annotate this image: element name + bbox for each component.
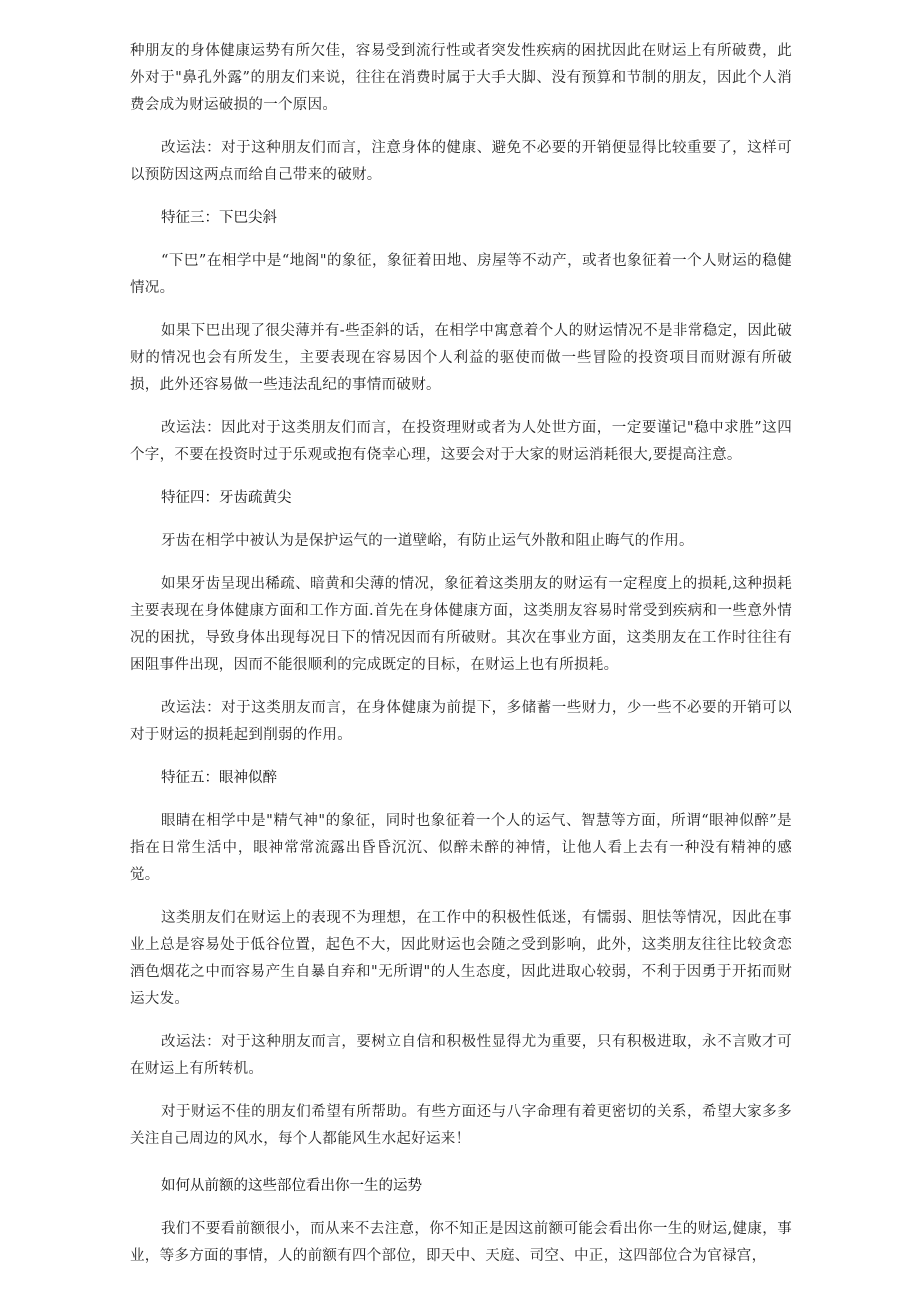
paragraph: 对于财运不佳的朋友们希望有所帮助。有些方面还与八字命理有着更密切的关系，希望大家多多关注自己周边的风水，每个人都能风生水起好运来！ [130,1104,792,1147]
paragraph: 种朋友的身体健康运势有所欠佳，容易受到流行性或者突发性疾病的困扰因此在财运上有所破费，此外对于"鼻孔外露”的朋友们来说，往往在消费时属于大手大脚、没有预算和节制的朋友，因此个人消费会成为财运破损的一个原因。 [130,43,792,113]
section-heading: 特征三：下巴尖斜 [161,210,277,226]
paragraph: 这类朋友们在财运上的表现不为理想，在工作中的积极性低迷，有懦弱、胆怯等情况，因此在事业上总是容易处于低谷位置，起色不大，因此财运也会随之受到影响，此外，这类朋友往往比较贪恋酒色烟花之中而容易产生自暴自弃和"无所谓"的人生态度，因此进取心较弱，不利于因勇于开拓而财运大发。 [130,910,792,1007]
paragraph: 眼睛在相学中是"精气神"的象征，同时也象征着一个人的运气、智慧等方面，所谓“眼神似醉”是指在日常生活中，眼神常常流露出昏昏沉沉、似醉未醉的神情，让他人看上去有一种没有精神的感觉。 [130,813,792,883]
paragraph: 改运法：对于这种朋友而言，要树立自信和积极性显得尤为重要，只有积极进取，永不言败才可在财运上有所转机。 [130,1034,792,1077]
paragraph: 改运法：对于这种朋友们而言，注意身体的健康、避免不必要的开销便显得比较重要了，这样可以预防因这两点而给自己带来的破财。 [130,140,792,183]
paragraph: 如果下巴出现了很尖薄并有-些歪斜的话，在相学中寓意着个人的财运情况不是非常稳定，因此破财的情况也会有所发生，主要表现在容易因个人利益的驱使而做一些冒险的投资项目而财源有所破损，此外还容易做一些违法乱纪的事情而破财。 [130,323,792,393]
paragraph: 牙齿在相学中被认为是保护运气的一道壁峪，有防止运气外散和阻止晦气的作用。 [161,533,694,549]
document-page [130,38,792,1286]
paragraph: 改运法：因此对于这类朋友们而言，在投资理财或者为人处世方面，一定要谨记"稳中求胜”这四个字，不要在投资时过于乐观或抱有侥幸心理，这要会对于大家的财运消耗很大,要提高注意。 [130,420,792,463]
section-heading: 特征五：眼神似醉 [161,770,277,786]
paragraph: 我们不要看前额很小，而从来不去注意，你不知正是因这前额可能会看出你一生的财运,健康，事业，等多方面的事情，人的前额有四个部位，即天中、天庭、司空、中正，这四部位合为官禄宫， [130,1221,792,1264]
section-heading: 特征四：牙齿疏黄尖 [161,490,292,506]
paragraph: 如果牙齿呈现出稀疏、暗黄和尖薄的情况，象征着这类朋友的财运有一定程度上的损耗,这种损耗主要表现在身体健康方面和工作方面.首先在身体健康方面，这类朋友容易时常受到疾病和一些意外情况的困扰，导致身体出现每况日下的情况因而有所破财。其次在事业方面，这类朋友在工作时往往有困阻事件出现，因而不能很顺利的完成既定的目标，在财运上也有所损耗。 [130,576,792,673]
section-heading: 如何从前额的这些部位看出你一生的运势 [161,1178,422,1194]
paragraph: “下巴”在相学中是“地阁"的象征，象征着田地、房屋等不动产，或者也象征着一个人财运的稳健情况。 [130,253,792,296]
paragraph: 改运法：对于这类朋友而言，在身体健康为前提下，多储蓄一些财力，少一些不必要的开销可以对于财运的损耗起到削弱的作用。 [130,700,792,743]
